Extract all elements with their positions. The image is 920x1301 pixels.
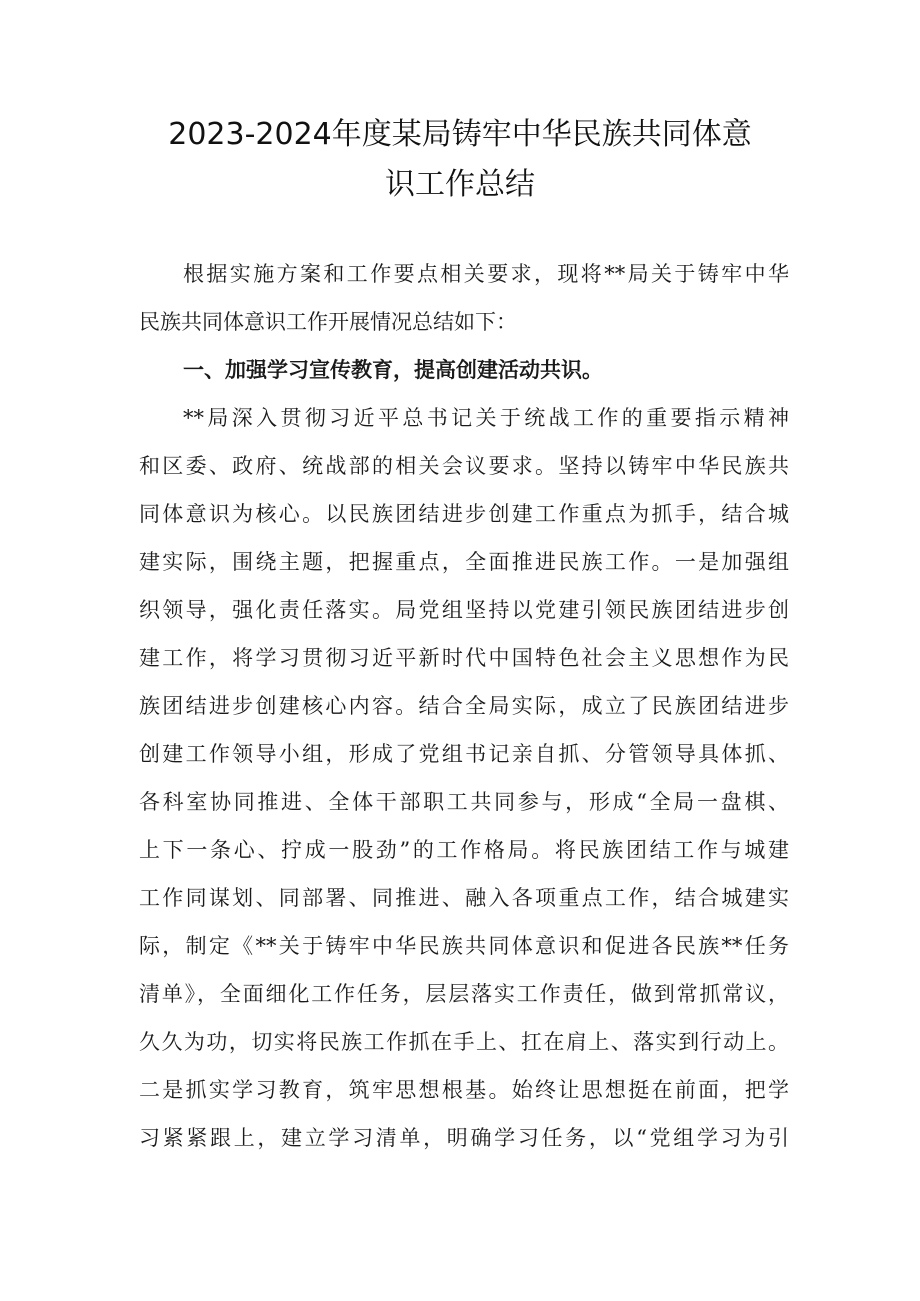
paragraph-line: 习紧紧跟上，建立学习清单，明确学习任务，以“党组学习为引 (139, 1126, 789, 1150)
document-title-line: 2023-2024年度某局铸牢中华民族共同体意 (168, 117, 752, 152)
intro-line: 民族共同体意识工作开展情况总结如下： (139, 310, 517, 334)
paragraph-line: 清单》，全面细化工作任务，层层落实工作责任，做到常抓常议， (139, 982, 789, 1006)
intro-line: 根据实施方案和工作要点相关要求，现将**局关于铸牢中华 (183, 262, 789, 286)
paragraph-line: 和区委、政府、统战部的相关会议要求。坚持以铸牢中华民族共 (139, 454, 789, 478)
document-title (100, 110, 820, 210)
document-body (139, 250, 789, 1162)
paragraph-line: 工作同谋划、同部署、同推进、融入各项重点工作，结合城建实 (139, 886, 789, 910)
paragraph-line: **局深入贯彻习近平总书记关于统战工作的重要指示精神 (183, 406, 789, 430)
paragraph-line: 同体意识为核心。以民族团结进步创建工作重点为抓手，结合城 (139, 502, 789, 526)
document-title-line: 识工作总结 (385, 167, 535, 202)
paragraph-line: 各科室协同推进、全体干部职工共同参与，形成“全局一盘棋、 (139, 790, 789, 814)
paragraph-line: 久久为功，切实将民族工作抓在手上、扛在肩上、落实到行动上。 (139, 1030, 789, 1054)
paragraph-line: 二是抓实学习教育，筑牢思想根基。始终让思想挺在前面，把学 (139, 1078, 789, 1102)
paragraph-line: 建实际，围绕主题，把握重点，全面推进民族工作。一是加强组 (139, 550, 789, 574)
paragraph-line: 族团结进步创建核心内容。结合全局实际，成立了民族团结进步 (139, 694, 789, 718)
section-heading: 一、加强学习宣传教育，提高创建活动共识。 (183, 358, 603, 382)
paragraph-line: 上下一条心、拧成一股劲”的工作格局。将民族团结工作与城建 (139, 838, 789, 862)
paragraph-line: 建工作，将学习贯彻习近平新时代中国特色社会主义思想作为民 (139, 646, 789, 670)
paragraph-line: 际，制定《**关于铸牢中华民族共同体意识和促进各民族**任务 (139, 934, 789, 958)
paragraph-line: 织领导，强化责任落实。局党组坚持以党建引领民族团结进步创 (139, 598, 789, 622)
paragraph-line: 创建工作领导小组，形成了党组书记亲自抓、分管领导具体抓、 (139, 742, 789, 766)
